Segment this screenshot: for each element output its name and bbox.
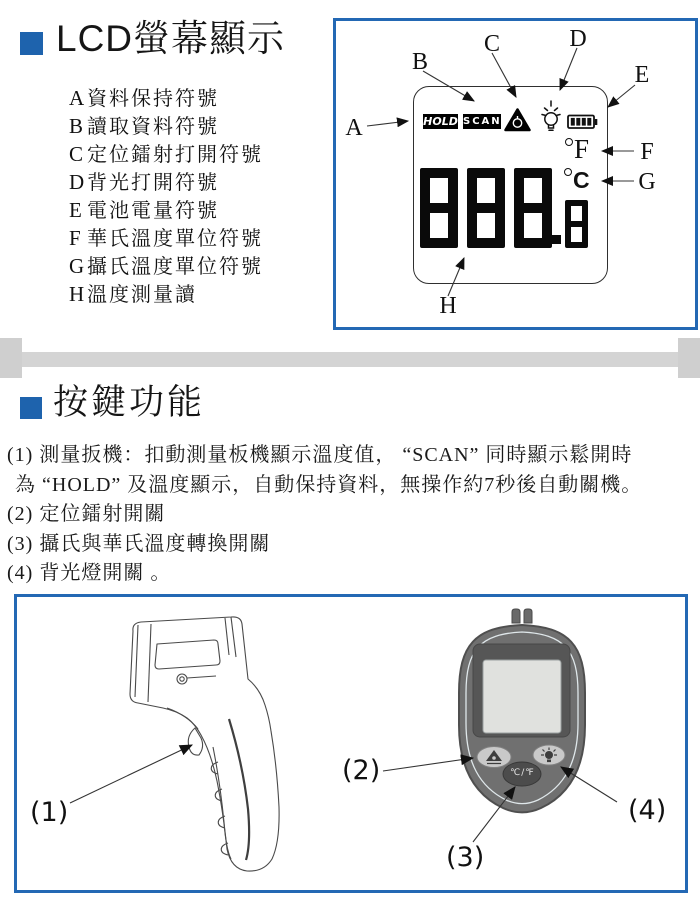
legend-item-F: F 華氏溫度單位符號: [69, 226, 263, 250]
legend-item-A: A 資料保持符號: [69, 86, 219, 110]
backlight-button: [533, 745, 565, 765]
hold-indicator: HOLD: [423, 115, 458, 128]
device-back-view: [459, 609, 585, 813]
callout-1-trigger: (1): [30, 797, 69, 828]
keys-section-title: 按鍵功能: [53, 383, 206, 422]
laser-button: [477, 747, 511, 768]
legend-item-C: C 定位鐳射打開符號: [69, 142, 263, 166]
callout-E: E: [634, 62, 650, 88]
section-bullet-square: [20, 32, 43, 55]
callout-B: B: [411, 49, 428, 75]
callout-G: G: [638, 169, 656, 195]
legend-item-D: D 背光打開符號: [69, 170, 219, 194]
keys-line-4: (3) 攝氏與華氏溫度轉換開關: [7, 532, 271, 555]
unit-toggle-label: ℃/℉: [510, 768, 535, 778]
callout-C: C: [483, 31, 500, 57]
celsius-unit: C: [573, 167, 590, 193]
callout-D: D: [569, 26, 587, 52]
gun-side-view: [130, 617, 279, 871]
keys-line-1: (1) 測量扳機：扣動測量板機顯示溫度值， “SCAN” 同時顯示鬆開時: [7, 444, 633, 466]
lcd-diagram-box: [333, 18, 698, 330]
section-bullet-square: [20, 397, 42, 419]
keys-paragraph: [7, 441, 697, 589]
callout-H: H: [439, 293, 457, 319]
callout-A: A: [345, 115, 363, 141]
keys-line-3: (2) 定位鐳射開關: [7, 503, 166, 525]
divider-bar: [0, 352, 700, 367]
fahrenheit-unit: F: [574, 134, 590, 164]
device-lcd-screen: [483, 660, 561, 733]
divider-tab-left: [0, 338, 22, 378]
lcd-legend-list: [69, 84, 263, 308]
lcd-callout-arrows: [336, 21, 695, 327]
device-diagram-box: [14, 594, 688, 893]
legend-item-E: E 電池電量符號: [69, 198, 219, 222]
keys-line-2: 為 “HOLD” 及溫度顯示，自動保持資料，無操作約7秒後自動關機。: [15, 473, 643, 496]
callout-2-laser: (2): [342, 755, 381, 786]
lcd-section-title: LCD螢幕顯示: [56, 18, 286, 59]
legend-item-H: H 溫度測量讀: [69, 282, 197, 306]
legend-item-G: G 攝氏溫度單位符號: [69, 254, 263, 278]
legend-item-B: B 讀取資料符號: [69, 114, 219, 138]
device-drawings: [17, 597, 685, 890]
callout-4-light: (4): [628, 795, 667, 826]
scan-indicator: SCAN: [463, 116, 502, 127]
callout-3-unit: (3): [446, 842, 485, 873]
keys-line-5: (4) 背光燈開關 。: [7, 562, 172, 584]
divider-tab-right: [678, 338, 700, 378]
callout-F: F: [640, 139, 654, 165]
